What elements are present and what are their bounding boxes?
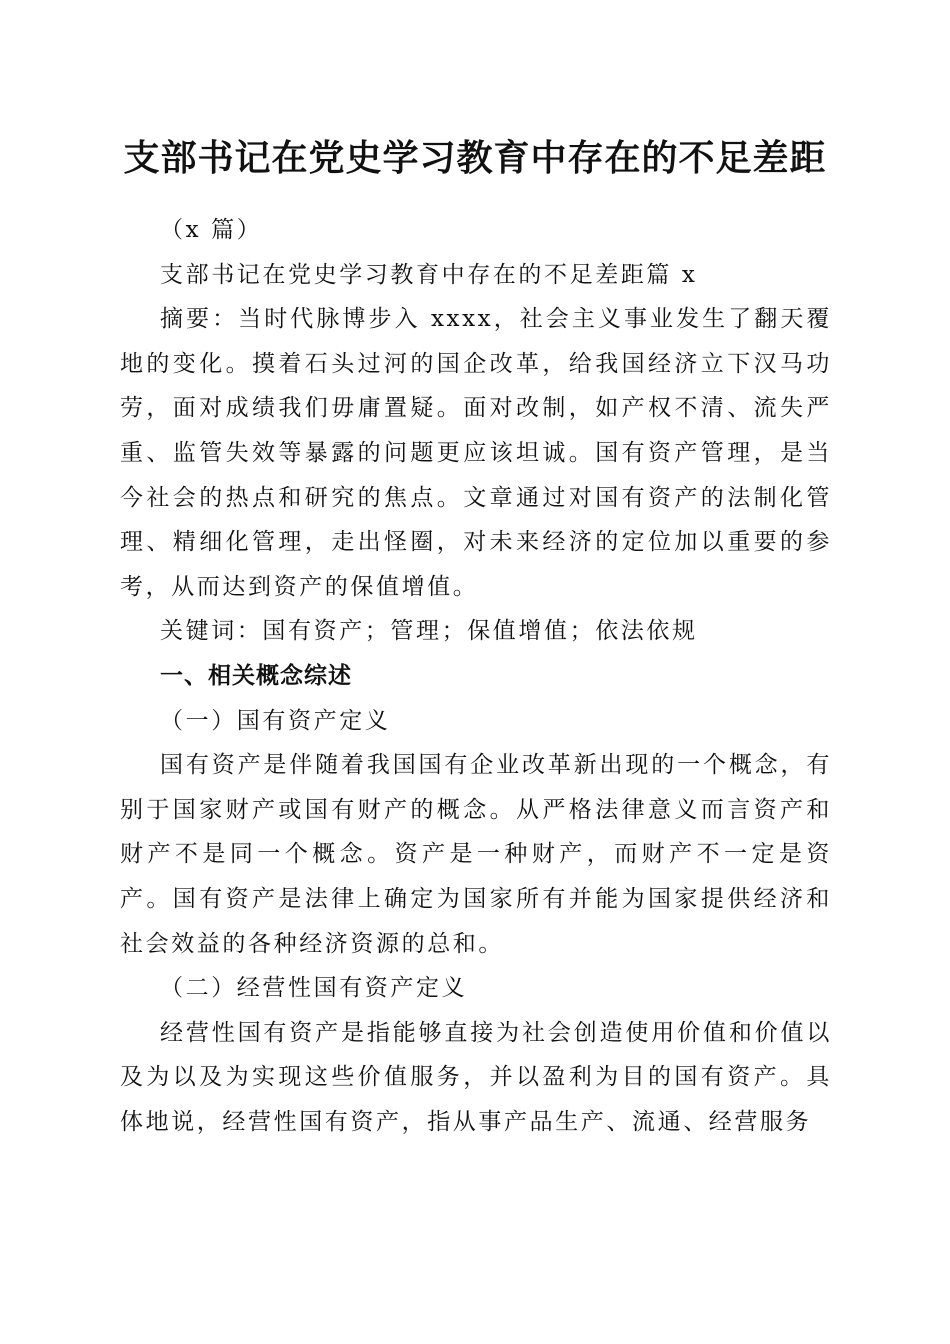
subsection-heading-2: （二）经营性国有资产定义 [160,975,468,1002]
body-paragraph-1: 国有资产是伴随着我国国有企业改革新出现的一个概念，有别于国家财产或国有财产的概念。从严格法律意义而言资产和财产不是同一个概念。资产是一种财产，而财产不一定是资产。国有资产是法律上确定为国家所有并能为国家提供经济和社会效益的各种经济资源的总和。 [120,752,832,957]
article-count: （x 篇） [160,217,263,243]
body-paragraph-2: 经营性国有资产是指能够直接为社会创造使用价值和价值以及为以及为实现这些价值服务，并以盈利为目的国有资产。具体地说，经营性国有资产，指从事产品生产、流通、经营服务 [120,1019,832,1135]
subsection-heading-1: （一）国有资产定义 [160,707,391,734]
keywords-paragraph: 关键词：国有资产；管理；保值增值；依法依规 [160,618,698,645]
abstract-paragraph: 摘要：当时代脉博步入 xxxx，社会主义事业发生了翻天覆地的变化。摸着石头过河的国企改革，给我国经济立下汉马功劳，面对成绩我们毋庸置疑。面对改制，如产权不清、流失严重、监管失效等暴露的问题更应该坦诚。国有资产管理，是当今社会的热点和研究的焦点。文章通过对国有资产的法制化管理、精细化管理，走出怪圈，对未来经济的定位加以重要的参考，从而达到资产的保值增值。 [120,306,832,600]
section-heading-1: 一、相关概念综述 [160,662,352,689]
document-title: 支部书记在党史学习教育中存在的不足差距 [123,138,827,179]
document-body [120,208,832,1144]
article-subtitle: 支部书记在党史学习教育中存在的不足差距篇 x [160,261,698,288]
